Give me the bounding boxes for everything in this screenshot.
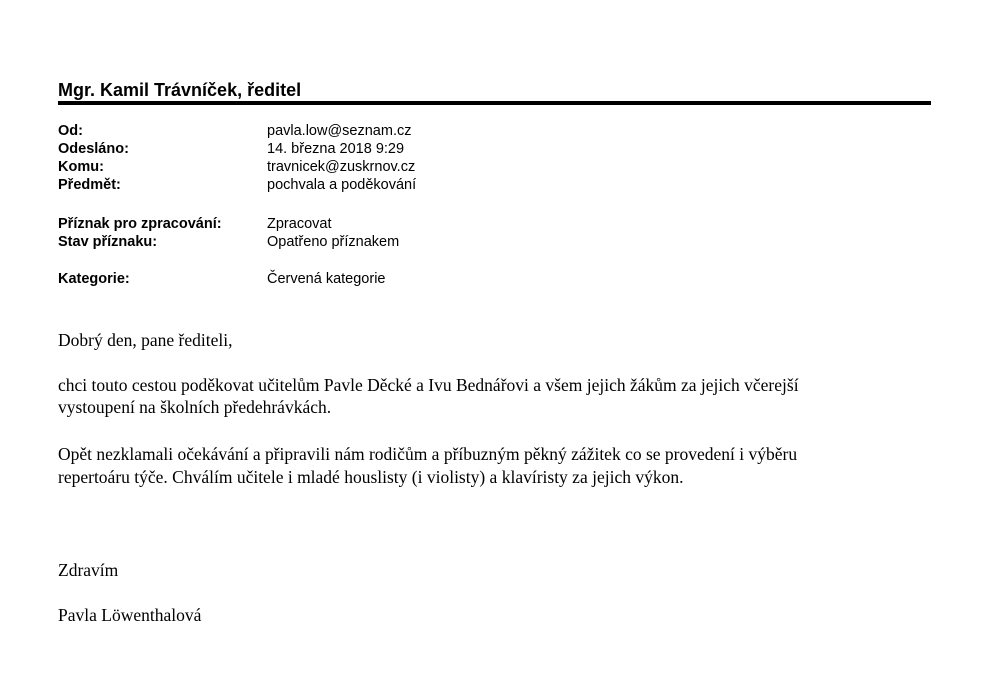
sent-label: Odesláno: (58, 141, 129, 157)
greeting: Dobrý den, pane řediteli, (58, 330, 233, 350)
from-value: pavla.low@seznam.cz (267, 123, 412, 139)
from-label: Od: (58, 123, 83, 139)
to-value: travnicek@zuskrnov.cz (267, 159, 416, 175)
sent-value: 14. března 2018 9:29 (267, 141, 405, 157)
category-value: Červená kategorie (267, 271, 386, 287)
signature: Pavla Löwenthalová (58, 605, 202, 625)
flag-status-value: Opatřeno příznakem (267, 234, 400, 250)
subject-value: pochvala a poděkování (267, 177, 417, 193)
flag-status-label: Stav příznaku: (58, 234, 158, 250)
paragraph-1-line-1: chci touto cestou poděkovat učitelům Pavle Děcké a Ivu Bednářovi a všem jejich žákům za jejich včerejší (58, 375, 799, 395)
flag-label: Příznak pro zpracování: (58, 216, 222, 232)
to-label: Komu: (58, 159, 104, 175)
paragraph-2-line-1: Opět nezklamali očekávání a připravili nám rodičům a příbuzným pěkný zážitek co se provedení i výběru (58, 444, 798, 464)
subject-label: Předmět: (58, 177, 121, 193)
closing: Zdravím (58, 560, 119, 580)
category-label: Kategorie: (58, 271, 130, 287)
title-divider (58, 101, 931, 105)
recipient-title: Mgr. Kamil Trávníček, ředitel (58, 80, 302, 100)
flag-value: Zpracovat (267, 216, 332, 232)
paragraph-2-line-2: repertoáru týče. Chválím učitele i mladé houslisty (i violisty) a klavíristy za jejich výkon. (58, 467, 684, 487)
paragraph-1-line-2: vystoupení na školních předehrávkách. (58, 397, 332, 417)
